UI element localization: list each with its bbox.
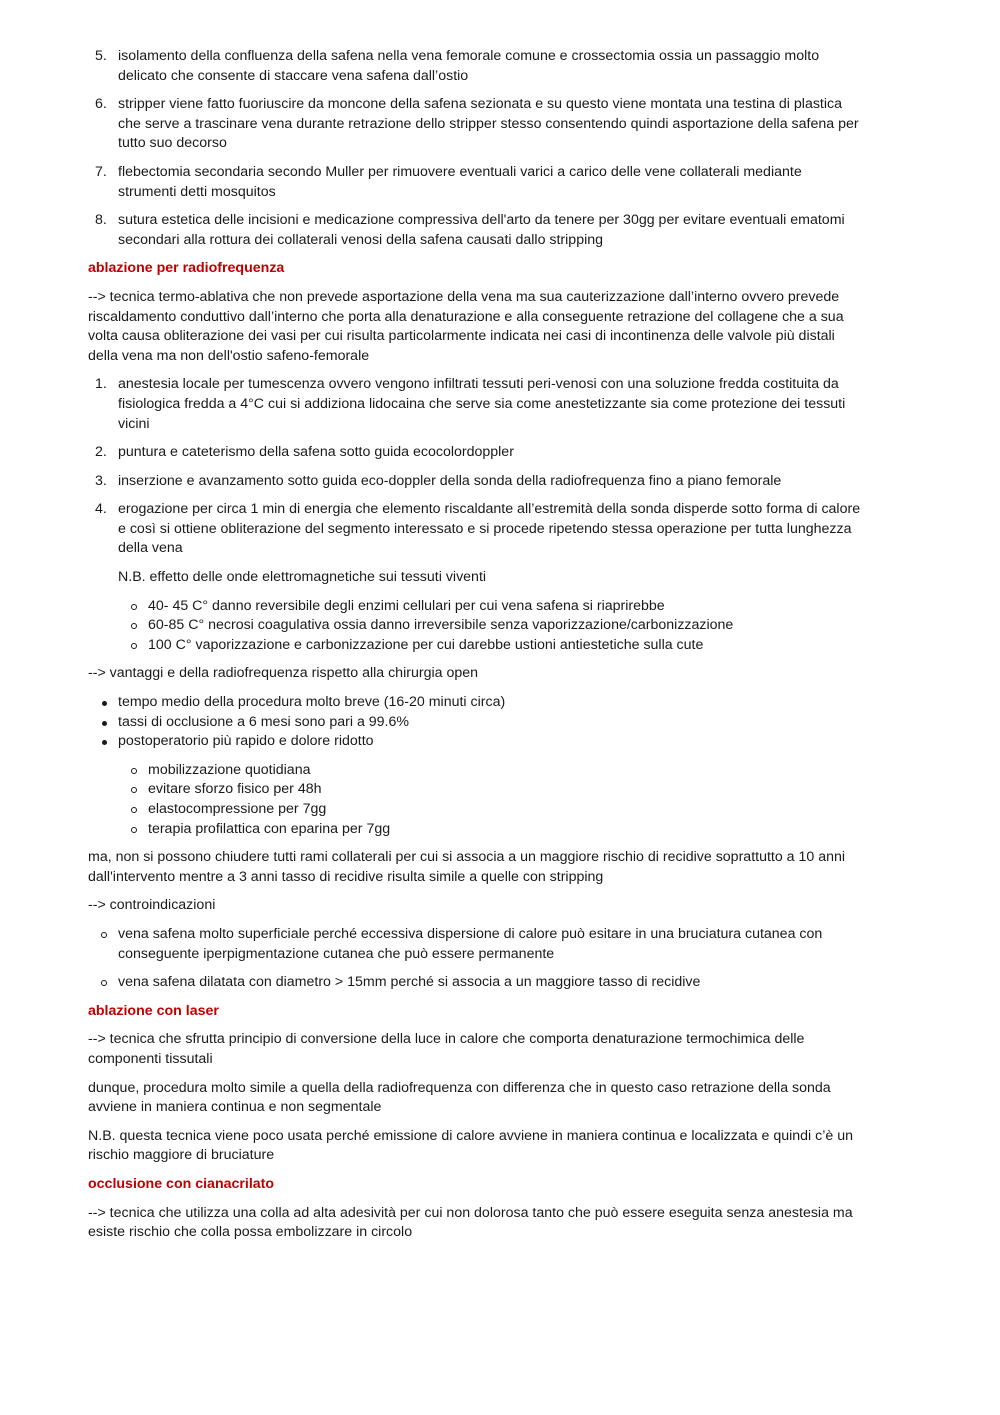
list-item-text: stripper viene fatto fuoriuscire da moncone della safena sezionata e su questo viene montata una testina di plastica che serve a trascinare vena durante retrazione dello stripper stesso consentendo quindi asportazione della safena per tutto suo decorso [118, 96, 859, 152]
list-number: 4. [95, 501, 107, 518]
list-item: vena safena molto superficiale perché eccessiva dispersione di calore può esitare in una bruciatura cutanea con conseguente iperpigmentazione cutanea che può essere permanente [118, 925, 863, 964]
list-item [95, 211, 863, 250]
recurrence-paragraph: ma, non si possono chiudere tutti rami collaterali per cui si associa a un maggiore rischio di recidive soprattutto a 10 anni dall'intervento mentre a 3 anni tasso di recidive risulta simile a quelle con stripping [88, 849, 846, 885]
list-item [95, 375, 863, 434]
list-item [95, 47, 863, 86]
list-item: vena safena dilatata con diametro > 15mm perché si associa a un maggiore tasso di recidive [118, 973, 863, 993]
section-heading-radiofrequency: ablazione per radiofrequenza [88, 260, 285, 277]
list-item: mobilizzazione quotidiana [148, 761, 863, 781]
list-number: 1. [95, 376, 107, 393]
cyanoacrylate-paragraph: --> tecnica che utilizza una colla ad alta adesività per cui non dolorosa tanto che può essere eseguita senza anestesia ma esiste rischio che colla possa embolizzare in circolo [88, 1204, 853, 1241]
list-number: 3. [95, 472, 107, 489]
list-item: tempo medio della procedura molto breve (16-20 minuti circa) [118, 693, 863, 713]
list-item-text: flebectomia secondaria secondo Muller per rimuovere eventuali varici a carico delle vene collaterali mediante strumenti detti mosquitos [118, 163, 802, 200]
list-item: tassi di occlusione a 6 mesi sono pari a 99.6% [118, 713, 863, 733]
section-heading-laser: ablazione con laser [88, 1002, 219, 1019]
list-item-text: sutura estetica delle incisioni e medicazione compressiva dell'arto da tenere per 30gg per evitare eventuali ematomi secondari alla rottura dei collaterali venosi della safena causati dallo stripping [118, 212, 845, 248]
list-item: evitare sforzo fisico per 48h [148, 780, 863, 800]
list-item [95, 163, 863, 202]
laser-paragraph-1: --> tecnica che sfrutta principio di conversione della luce in calore che comporta denaturazione termochimica delle componenti tissutali [88, 1031, 805, 1067]
list-item-text: isolamento della confluenza della safena nella vena femorale comune e crossectomia ossia un passaggio molto delicato che consente di staccare vena safena dall’ostio [118, 48, 820, 84]
list-number: 7. [95, 163, 107, 180]
list-item [95, 500, 863, 559]
list-item-text: erogazione per circa 1 min di energia che elemento riscaldante all’estremità della sonda disperde sotto forma di calore e così si ottiene obliterazione del segmento interessato e si procede ripetendo stessa operazione per tutta lunghezza della vena [118, 501, 861, 557]
list-item-text: anestesia locale per tumescenza ovvero vengono infiltrati tessuti peri-venosi con una soluzione fredda costituita da fisiologica fredda a 4°C cui si addiziona lidocaina che serve sia come anestetizzante sia come protezione dei tessuti vicini [118, 376, 846, 432]
list-item: 60-85 C° necrosi coagulativa ossia danno irreversibile senza vaporizzazione/carbonizzazione [148, 616, 863, 636]
list-number: 2. [95, 444, 107, 461]
stripping-steps-list [88, 47, 863, 250]
list-item: 40- 45 C° danno reversibile degli enzimi cellulari per cui vena safena si riaprirebbe [148, 597, 863, 617]
laser-paragraph-2: dunque, procedura molto simile a quella della radiofrequenza con differenza che in questo caso retrazione della sonda avviene in maniera continua e non segmentale [88, 1079, 831, 1116]
list-item: elastocompressione per 7gg [148, 800, 863, 820]
contraindications-list [88, 925, 863, 993]
list-item: postoperatorio più rapido e dolore ridotto [118, 732, 863, 752]
list-item-text: inserzione e avanzamento sotto guida eco-doppler della sonda della radiofrequenza fino a piano femorale [118, 472, 782, 489]
advantages-list [88, 693, 863, 752]
waves-effects-list [88, 597, 863, 656]
nb-waves-note: N.B. effetto delle onde elettromagnetiche sui tessuti viventi [118, 569, 487, 586]
laser-paragraph-3: N.B. questa tecnica viene poco usata perché emissione di calore avviene in maniera continua e localizzata e quindi c’è un rischio maggiore di bruciature [88, 1127, 854, 1164]
list-item-text: puntura e cateterismo della safena sotto guida ecocolordoppler [118, 444, 514, 461]
list-item [95, 443, 863, 463]
list-number: 5. [95, 48, 107, 64]
list-number: 8. [95, 212, 107, 229]
postop-list [88, 761, 863, 839]
advantages-intro: --> vantaggi e della radiofrequenza rispetto alla chirurgia open [88, 665, 479, 682]
list-item [95, 95, 863, 154]
radiofrequency-intro: --> tecnica termo-ablativa che non prevede asportazione della vena ma sua cauterizzazione dall’interno ovvero prevede riscaldamento conduttivo dall’interno che porta alla denaturazione e alla conseguente retrazione del collagene che a sua volta causa obliterazione dei vasi per cui risulta particolarmente indicata nei casi di incontinenza delle valvole più distali della vena ma non dell'ostio safeno-femorale [88, 288, 844, 364]
radiofrequency-steps-list [88, 375, 863, 559]
list-item [95, 472, 863, 492]
list-number: 6. [95, 96, 107, 113]
document-page [88, 47, 863, 1252]
list-item: 100 C° vaporizzazione e carbonizzazione per cui darebbe ustioni antiestetiche sulla cute [148, 636, 863, 656]
section-heading-cyanoacrylate: occlusione con cianacrilato [88, 1175, 275, 1192]
contraindications-intro: --> controindicazioni [88, 897, 216, 914]
list-item: terapia profilattica con eparina per 7gg [148, 820, 863, 840]
